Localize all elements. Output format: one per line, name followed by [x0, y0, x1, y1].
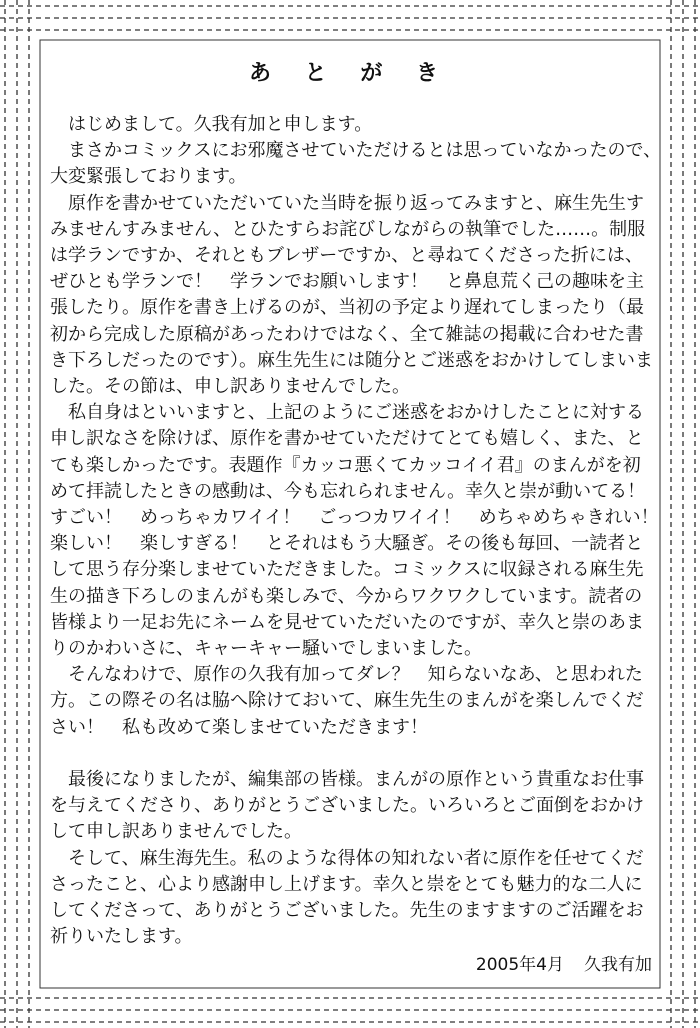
text-line: 生の描き下ろしのまんがも楽しみで、今からワクワクしています。読者の [50, 585, 643, 607]
text-line: 最後になりましたが、編集部の皆様。まんがの原作という貴重なお仕事 [50, 769, 644, 791]
text-line: すごい！ めっちゃカワイイ！ ごっつカワイイ！ めちゃめちゃきれい！ [50, 507, 659, 529]
signature [476, 952, 652, 978]
paragraph-gap [50, 741, 666, 767]
text-line: して申し訳ありませんでした。 [50, 821, 302, 843]
text-line: みませんすみません、とひたすらお詫びしながらの執筆でした……。制服 [50, 218, 646, 240]
text-line: 大変緊張しております。 [50, 166, 247, 188]
text-line: 初から完成した原稿があったわけではなく、全て雑誌の掲載に合わせた書 [50, 323, 644, 345]
signature-author: 久我有加 [584, 955, 652, 975]
text-line: した。その節は、申し訳ありませんでした。 [50, 376, 410, 398]
text-line: 原作を書かせていただいていた当時を振り返ってみますと、麻生先生す [50, 192, 644, 214]
page-title: あ と が き [249, 61, 451, 86]
text-line: 皆様より一足お先にネームを見せていただいたのですが、幸久と崇のあま [50, 611, 644, 633]
text-line: そんなわけで、原作の久我有加ってダレ？ 知らないなあ、と思われた [50, 664, 643, 686]
text-line: 楽しい！ 楽しすぎる！ とそれはもう大騒ぎ。その後も毎回、一読者と [50, 533, 644, 555]
signature-date: 2005年4月 [475, 955, 564, 975]
text-line: 申し訳なさを除けば、原作を書かせていただけてとても嬉しく、また、と [50, 428, 644, 450]
text-line: まさかコミックスにお邪魔させていただけるとは思っていなかったので、 [50, 140, 662, 162]
text-line: き下ろしだったのです）。麻生先生には随分とご迷惑をおかけしてしまいま [50, 349, 653, 371]
text-line: はじめまして。久我有加と申します。 [50, 114, 373, 135]
text-line: 張したり。原作を書き上げるのが、当初の予定より遅れてしまったり（最 [50, 297, 644, 319]
text-line: そして、麻生海先生。私のような得体の知れない者に原作を任せてくだ [50, 847, 644, 869]
text-line: してくださって、ありがとうございました。先生のますますのご活躍をお [50, 900, 644, 922]
text-line: ぜひとも学ランで！ 学ランでお願いします！ と鼻息荒く己の趣味を主 [50, 271, 644, 293]
text-line: りのかわいさに、キャーキャー騒いでしまいました。 [50, 638, 482, 660]
afterword-body [50, 112, 666, 950]
text-line: さい！ 私も改めて楽しませていただきます！ [50, 716, 428, 738]
text-line: ても楽しかったです。表題作『カッコ悪くてカッコイイ君』のまんがを初 [50, 454, 641, 476]
text-line: 方。この際その名は脇へ除けておいて、麻生先生のまんがを楽しんでくだ [50, 690, 644, 712]
text-line: さったこと、心より感謝申し上げます。幸久と崇をとても魅力的な二人に [50, 873, 643, 895]
text-line: を与えてくださり、ありがとうございました。いろいろとご面倒をおかけ [50, 795, 644, 817]
text-line: は学ランですか、それともブレザーですか、と尋ねてくださった折には、 [50, 245, 643, 267]
text-line: して思う存分楽しませていただきました。コミックスに収録される麻生先 [50, 559, 644, 581]
text-line: 祈りいたします。 [50, 926, 193, 948]
text-line: 私自身はといいますと、上記のようにご迷惑をおかけしたことに対する [50, 402, 644, 424]
text-line: めて拝読したときの感動は、今も忘れられません。幸久と崇が動いてる！ [50, 480, 646, 502]
